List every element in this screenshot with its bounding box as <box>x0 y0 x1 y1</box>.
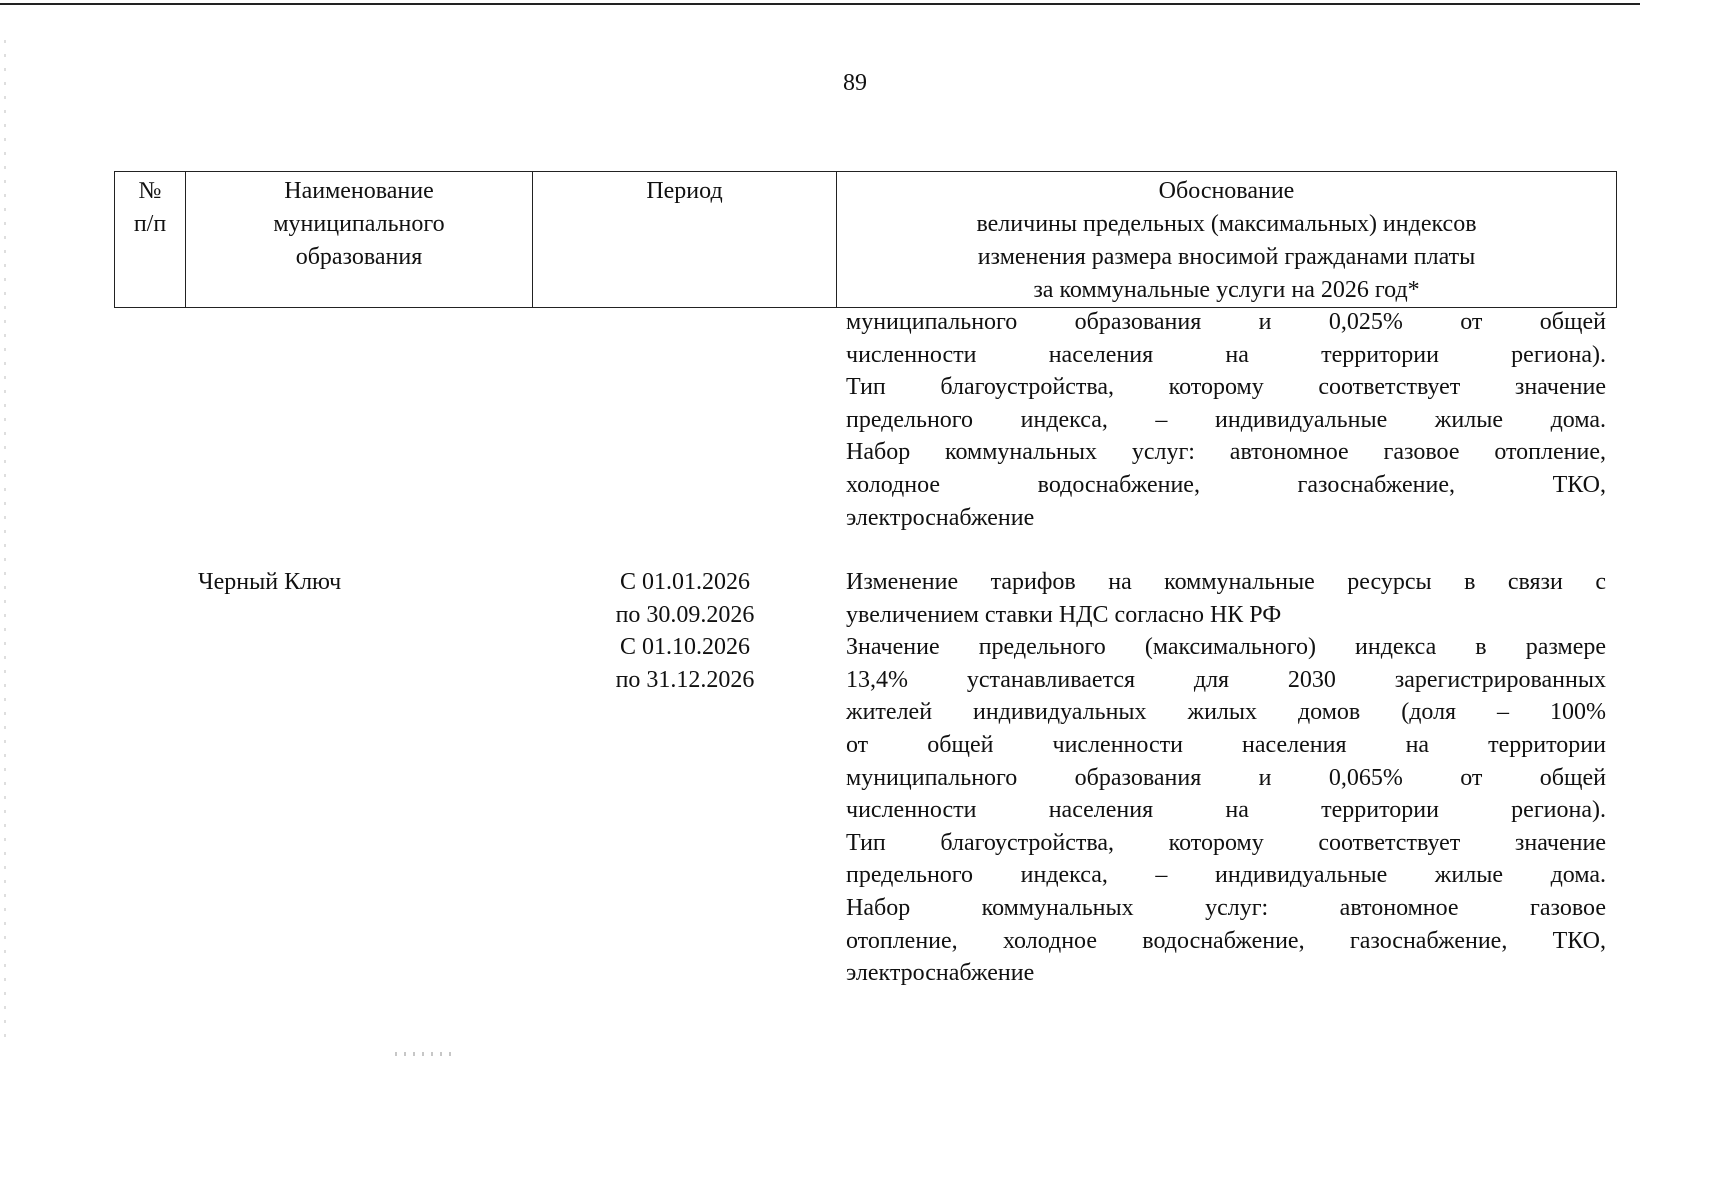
text-line: увеличением ставки НДС согласно НК РФ <box>846 601 1282 628</box>
table-header <box>114 171 1617 308</box>
header-col-municipality-line: образования <box>295 244 423 270</box>
header-col-justification <box>837 172 1617 308</box>
period-cell <box>580 566 790 696</box>
period-line: С 01.10.2026 <box>619 634 750 661</box>
text-line: электроснабжение <box>846 504 1035 531</box>
scan-border-line <box>0 3 1640 5</box>
period-line: по 30.09.2026 <box>615 601 755 628</box>
text-line: Тип благоустройства, которому соответствует значение <box>846 374 1606 401</box>
header-col-justification-line: за коммунальные услуги на 2026 год* <box>1033 277 1420 303</box>
header-col-number <box>115 172 186 308</box>
justification-text <box>846 566 1606 990</box>
header-col-justification-line: изменения размера вносимой гражданами платы <box>977 244 1476 270</box>
text-line: электроснабжение <box>846 960 1035 987</box>
scan-speck <box>395 1052 451 1056</box>
header-col-justification-line: величины предельных (максимальных) индексов <box>976 211 1477 237</box>
text-line: Набор коммунальных услуг: автономное газовое отопление, <box>846 439 1606 466</box>
header-col-number-line: № <box>138 178 162 204</box>
continuation-justification-text <box>846 306 1606 534</box>
text-line: отопление, холодное водоснабжение, газоснабжение, ТКО, <box>846 927 1606 954</box>
text-line: численности населения на территории региона). <box>846 341 1606 368</box>
text-line: Набор коммунальных услуг: автономное газовое <box>846 894 1606 921</box>
text-line: муниципального образования и 0,025% от общей <box>846 309 1606 335</box>
header-col-period-line: Период <box>646 178 723 204</box>
text-line: Тип благоустройства, которому соответствует значение <box>846 829 1606 856</box>
header-col-municipality <box>186 172 533 308</box>
header-col-municipality-line: Наименование <box>284 178 434 204</box>
period-line: по 31.12.2026 <box>615 666 755 693</box>
header-col-municipality-line: муниципального <box>273 211 445 237</box>
text-line: численности населения на территории региона). <box>846 797 1606 824</box>
text-line: 13,4% устанавливается для 2030 зарегистрированных <box>846 666 1606 693</box>
text-line: предельного индекса, – индивидуальные жилые дома. <box>846 862 1606 889</box>
municipality-name: Черный Ключ <box>198 569 342 595</box>
text-line: предельного индекса, – индивидуальные жилые дома. <box>846 406 1606 433</box>
scan-margin-marks <box>4 40 6 1040</box>
page-number: 89 <box>843 70 867 96</box>
text-line: от общей численности населения на территории <box>846 731 1606 758</box>
header-col-number-line: п/п <box>133 211 167 237</box>
period-line: С 01.01.2026 <box>619 569 750 595</box>
header-col-justification-line: Обоснование <box>1158 178 1295 204</box>
text-line: холодное водоснабжение, газоснабжение, ТКО, <box>846 471 1606 498</box>
text-line: Значение предельного (максимального) индекса в размере <box>846 634 1606 661</box>
header-col-period <box>533 172 837 308</box>
text-line: Изменение тарифов на коммунальные ресурсы в связи с <box>846 569 1606 595</box>
text-line: жителей индивидуальных жилых домов (доля – 100% <box>846 699 1606 726</box>
text-line: муниципального образования и 0,065% от общей <box>846 764 1606 791</box>
